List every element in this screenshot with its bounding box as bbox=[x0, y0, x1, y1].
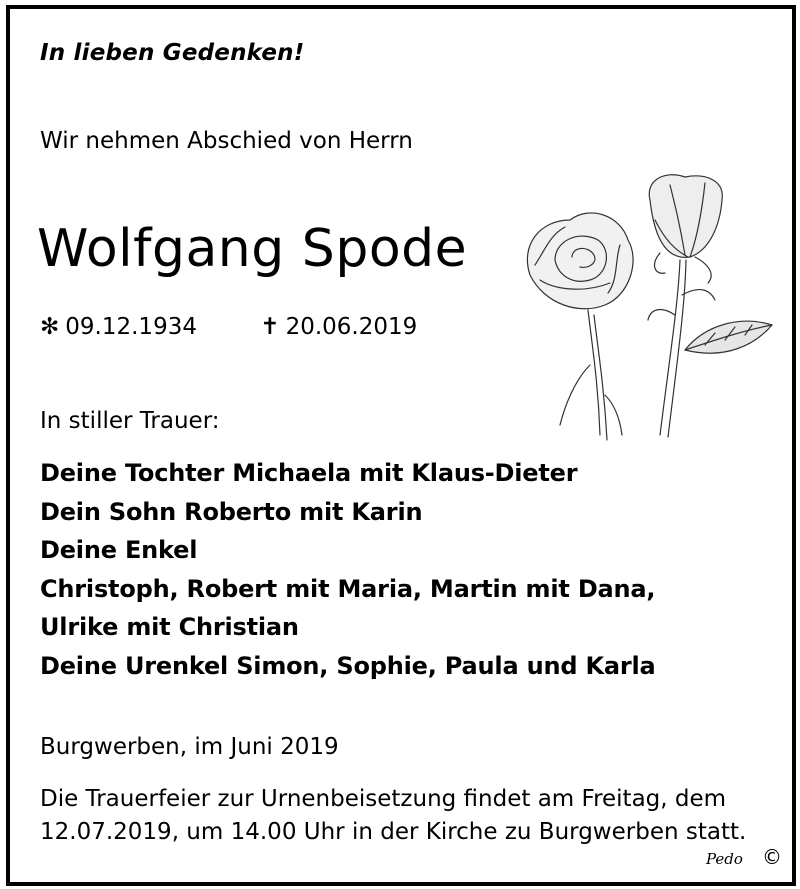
death-cross-icon: ✝ bbox=[260, 314, 280, 340]
mourners-list bbox=[40, 454, 656, 685]
birth-star-icon: ✻ bbox=[40, 314, 60, 340]
intro-text: Wir nehmen Abschied von Herrn bbox=[40, 128, 413, 154]
death-date: 20.06.2019 bbox=[285, 314, 418, 340]
mourner-line: Deine Enkel bbox=[40, 536, 198, 564]
deceased-name: Wolfgang Spode bbox=[37, 219, 468, 279]
mourner-line: Dein Sohn Roberto mit Karin bbox=[40, 497, 423, 526]
life-dates bbox=[40, 314, 417, 340]
mourner-line: Ulrike mit Christian bbox=[40, 613, 299, 641]
service-notice bbox=[40, 783, 780, 849]
place-date: Burgwerben, im Juni 2019 bbox=[40, 734, 339, 760]
signature: Pedo bbox=[706, 850, 743, 868]
service-line: Die Trauerfeier zur Urnenbeisetzung findet am Freitag, dem bbox=[40, 786, 727, 812]
death-group bbox=[260, 314, 417, 340]
copyright-icon: © bbox=[762, 845, 782, 869]
mourner-line: Christoph, Robert mit Maria, Martin mit Dana, bbox=[40, 574, 656, 603]
birth-date: 09.12.1934 bbox=[65, 314, 197, 340]
mourner-line: Deine Urenkel Simon, Sophie, Paula und Karla bbox=[40, 651, 656, 680]
service-line: 12.07.2019, um 14.00 Uhr in der Kirche zu Burgwerben statt. bbox=[40, 819, 747, 845]
grief-line: In stiller Trauer: bbox=[40, 408, 220, 434]
mourner-line: Deine Tochter Michaela mit Klaus-Dieter bbox=[40, 459, 578, 487]
roses-drawing bbox=[510, 165, 780, 445]
heading: In lieben Gedenken! bbox=[40, 40, 305, 66]
